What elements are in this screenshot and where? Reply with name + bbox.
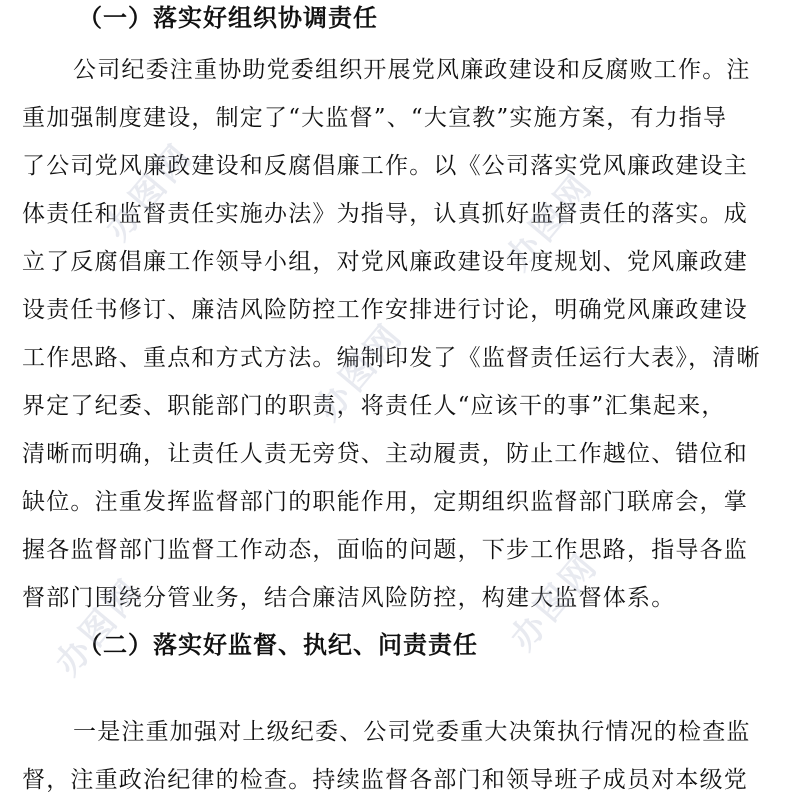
section-2-heading: （二）落实好监督、执纪、问责责任 xyxy=(78,631,478,659)
paragraph-line: 督部门围绕分管业务，结合廉洁风险防控，构建大监督体系。 xyxy=(22,585,676,611)
paragraph-line: 体责任和监督责任实施办法》为指导，认真抓好监督责任的落实。成 xyxy=(22,201,748,227)
watermark: 办图网 xyxy=(502,545,607,659)
watermark: 办图网 xyxy=(497,165,602,279)
paragraph-line: 公司纪委注重协助党委组织开展党风廉政建设和反腐败工作。注 xyxy=(73,57,751,83)
paragraph-line: 工作思路、重点和方式方法。编制印发了《监督责任运行大表》，清晰 xyxy=(22,345,761,371)
watermark: 办图网 xyxy=(307,315,412,429)
paragraph-line: 一是注重加强对上级纪委、公司党委重大决策执行情况的检查监 xyxy=(73,719,751,745)
paragraph-line: 重加强制度建设，制定了“大监督”、“大宣教”实施方案，有力指导 xyxy=(22,105,728,131)
section-1-heading: （一）落实好组织协调责任 xyxy=(78,4,378,32)
paragraph-line: 立了反腐倡廉工作领导小组，对党风廉政建设年度规划、党风廉政建 xyxy=(22,249,748,275)
paragraph-line: 界定了纪委、职能部门的职责，将责任人“应该干的事”汇集起来， xyxy=(22,393,726,419)
watermark: 办图网 xyxy=(47,570,152,684)
paragraph-line: 了公司党风廉政建设和反腐倡廉工作。以《公司落实党风廉政建设主 xyxy=(22,153,748,179)
paragraph-line: 督，注重政治纪律的检查。持续监督各部门和领导班子成员对本级党 xyxy=(22,767,748,793)
paragraph-line: 清晰而明确，让责任人责无旁贷、主动履责，防止工作越位、错位和 xyxy=(22,441,748,467)
paragraph-line: 设责任书修订、廉洁风险防控工作安排进行讨论，明确党风廉政建设 xyxy=(22,297,748,323)
watermark: 办图网 xyxy=(97,135,202,249)
paragraph-line: 握各监督部门监督工作动态，面临的问题，下步工作思路，指导各监 xyxy=(22,537,748,563)
paragraph-line: 缺位。注重发挥监督部门的职能作用，定期组织监督部门联席会，掌 xyxy=(22,489,748,515)
